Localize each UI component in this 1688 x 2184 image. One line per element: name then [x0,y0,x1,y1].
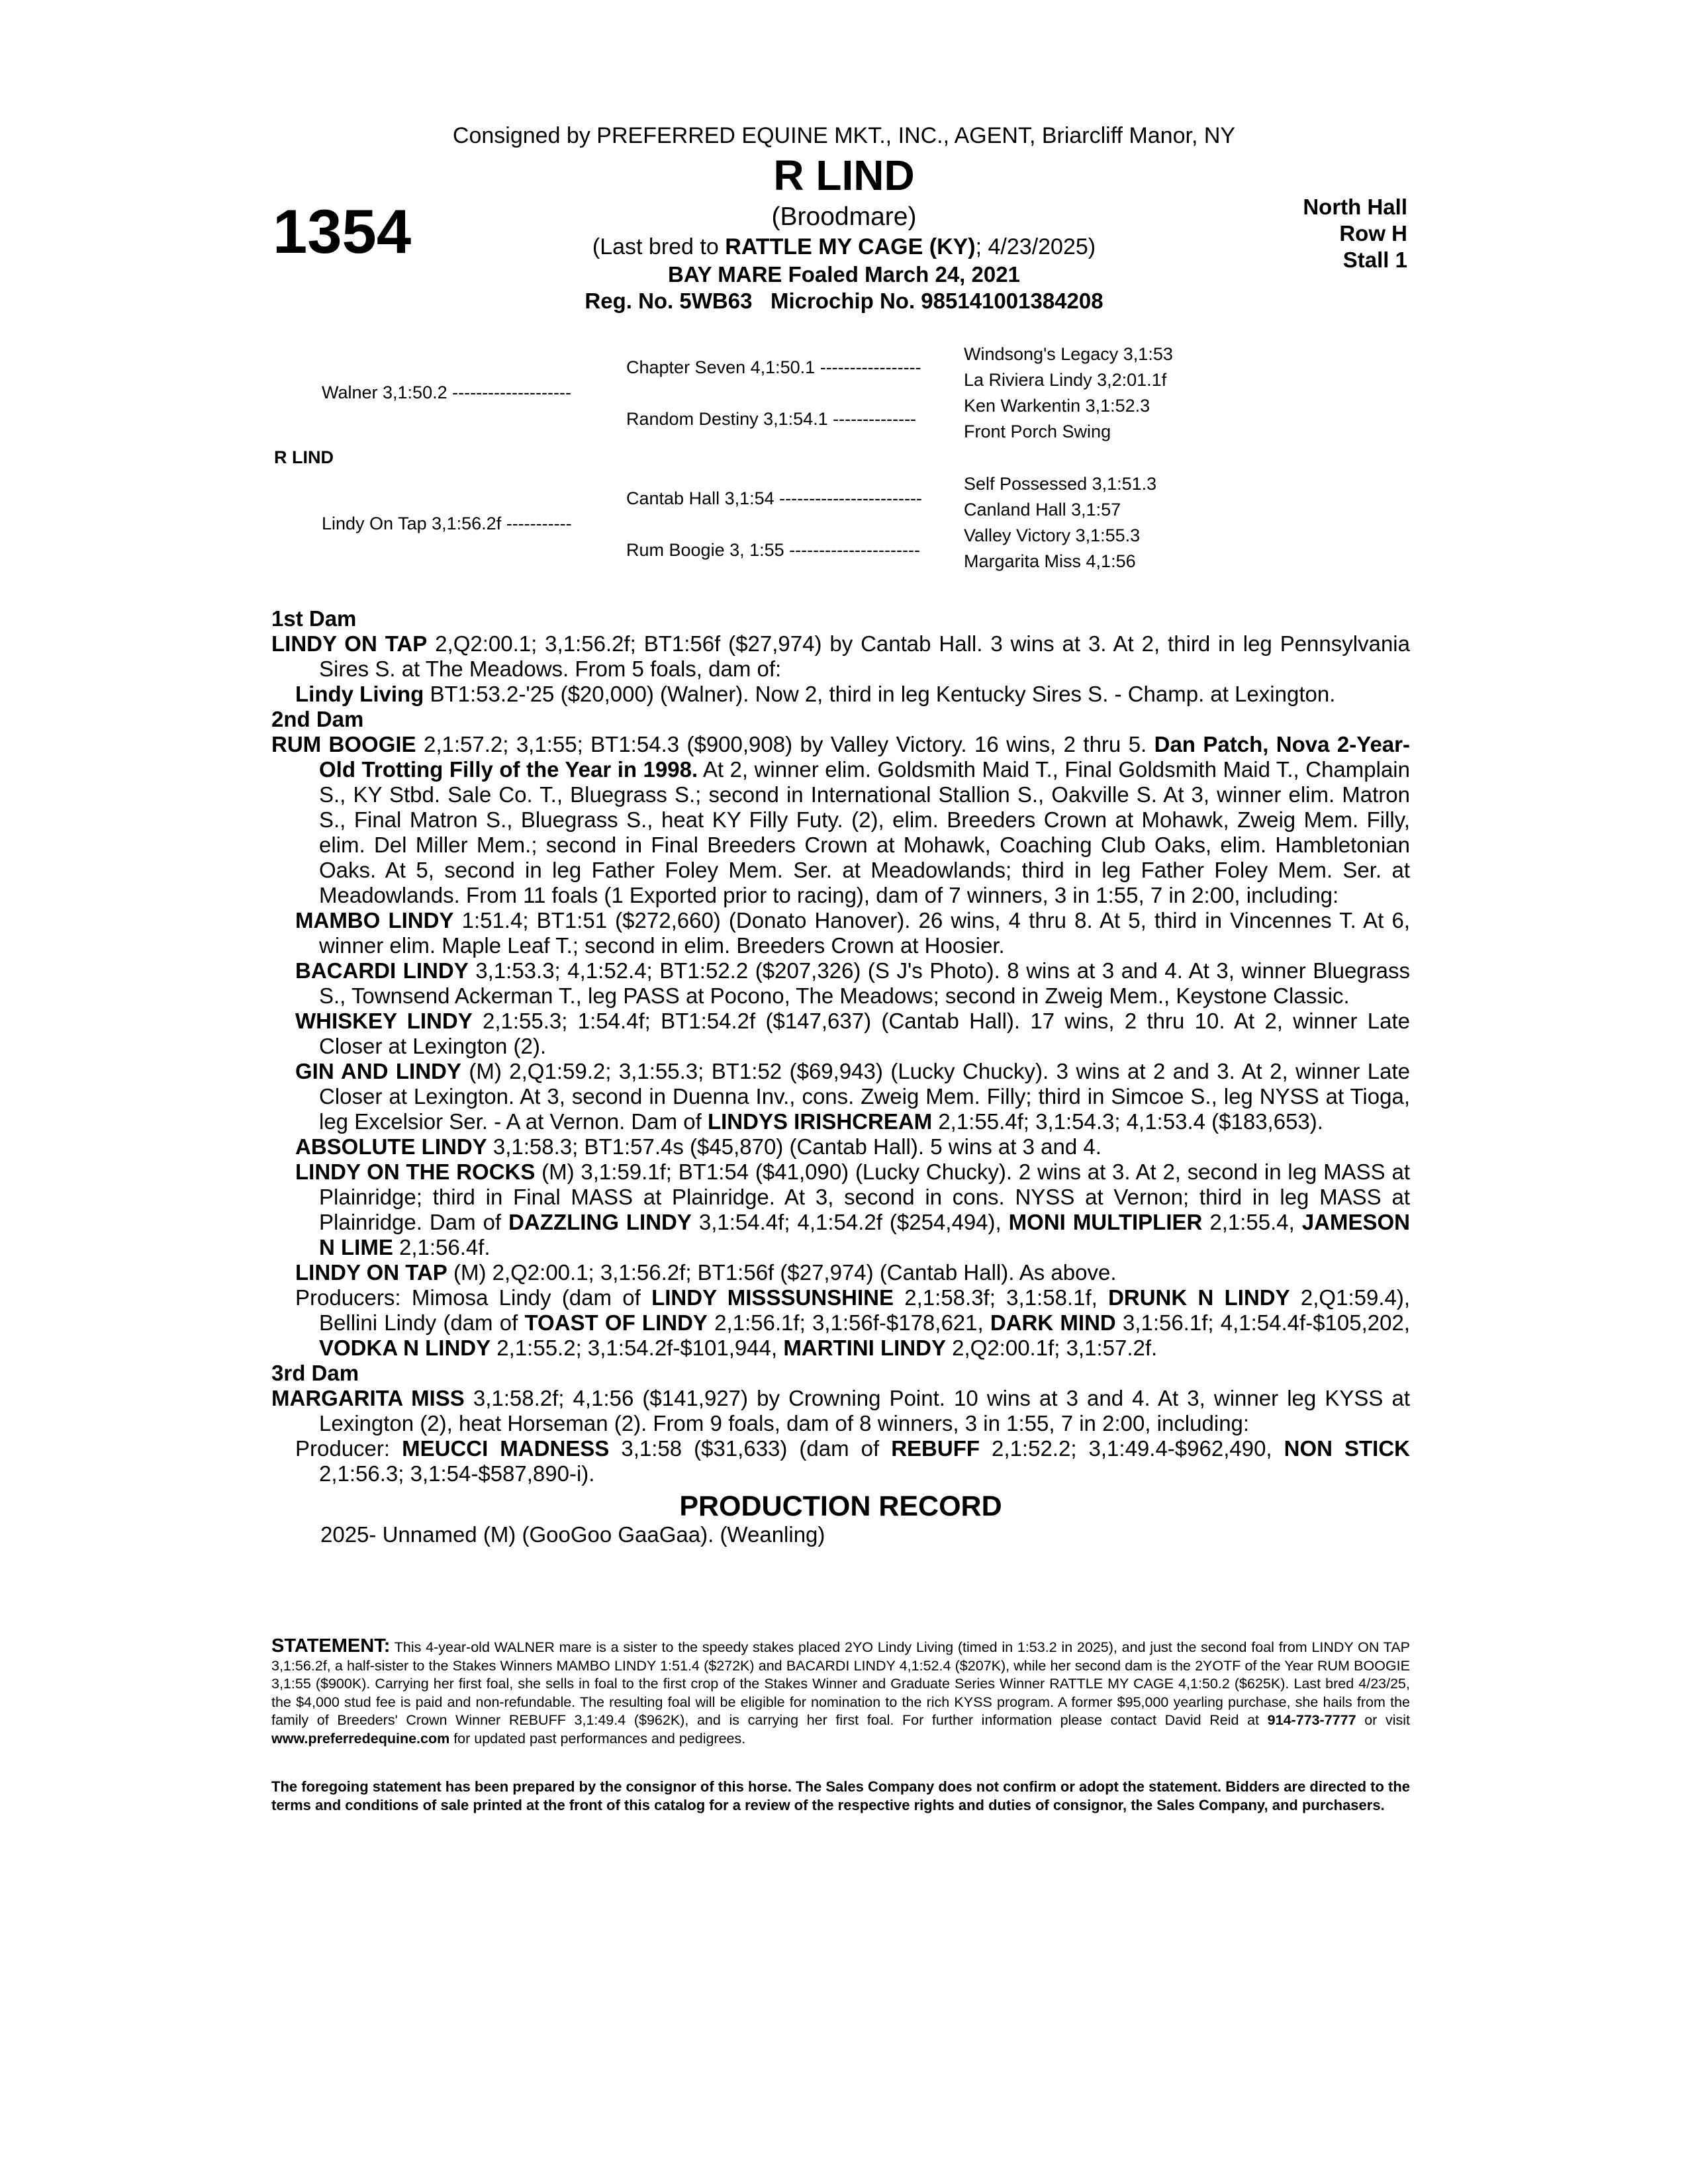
location-stall: Stall 1 [1342,248,1407,272]
first-dam-heading: 1st Dam [271,606,357,631]
horse-description: BAY MARE Foaled March 24, 2021 [668,262,1020,287]
reg-number: Reg. No. 5WB63 [585,289,753,313]
pedigree-ancestor: Margarita Miss 4,1:56 [964,551,1136,571]
last-bred-sire: RATTLE MY CAGE (KY) [725,234,976,259]
hip-number: 1354 [273,197,412,266]
production-record-heading: PRODUCTION RECORD [679,1490,1002,1522]
second-dam-entry: RUM BOOGIE 2,1:57.2; 3,1:55; BT1:54.3 ($900,908) by Valley Victory. 16 wins, 2 thru 5. Dan Patch, Nova 2-Year-Old Trotting Filly of the Year in 1998. At 2, winner elim. Goldsmith Maid T., Final Goldsmith Maid T., Champlain S., KY Stbd. Sale Co. T., Bluegrass S.; second in International Stallion S., Oakville S. At 3, winner elim. Matron S., Final Matron S., Bluegrass S., heat KY Filly Futy. (2), elim. Breeders Crown at Mohawk, Zweig Mem. Filly, elim. Del Miller Mem.; second in Final Breeders Crown at Mohawk, Coaching Club Oaks, elim. Hambletonian Oaks. At 5, second in leg Father Foley Mem. Ser. at Meadowlands; third in leg Father Foley Mem. Ser. at Meadowlands. From 11 foals (1 Exported prior to racing), dam of 7 winners, 3 in 1:55, 7 in 2:00, including: [271,732,1410,907]
horse-name: R LIND [773,152,915,199]
produce-entry: LINDY ON THE ROCKS (M) 3,1:59.1f; BT1:54 ($41,090) (Lucky Chucky). 2 wins at 3. At 2, second in leg MASS at Plainridge; third in Final MASS at Plainridge. At 3, second in cons. NYSS at Vernon; third in leg MASS at Plainridge. Dam of DAZZLING LINDY 3,1:54.4f; 4,1:54.2f ($254,494), MONI MULTIPLIER 2,1:55.4, JAMESON N LIME 2,1:56.4f. [295,1160,1410,1259]
produce-entry: LINDY ON TAP (M) 2,Q2:00.1; 3,1:56.2f; BT1:56f ($27,974) (Cantab Hall). As above. [295,1260,1117,1285]
pedigree-sire-sire: Chapter Seven 4,1:50.1 ----------------- [626,357,921,377]
third-dam-heading: 3rd Dam [271,1361,359,1385]
consignor-statement: STATEMENT: This 4-year-old WALNER mare is a sister to the speedy stakes placed 2YO Lindy Living (timed in 1:53.2 in 2025), and just the second foal from LINDY ON TAP 3,1:56.2f, a half-sister to the Stakes Winners MAMBO LINDY 1:51.4 ($272K) and BACARDI LINDY 4,1:52.4 ($207K), while her second dam is the 2YOTF of the Year RUM BOOGIE 3,1:55 ($900K). Carrying her first foal, she sells in foal to the first crop of the Stakes Winner and Graduate Series Winner RATTLE MY CAGE 4,1:50.2 ($625K). Last bred 4/23/25, the $4,000 stud fee is paid and non-refundable. The resulting foal will be eligible for nomination to the rich KYSS program. A former $95,000 yearling purchase, she hails from the family of Breeders' Crown Winner REBUFF 3,1:49.4 ($962K), and is carrying her first foal. For further information please contact David Reid at 914-773-7777 or visit www.preferredequine.com for updated past performances and pedigrees. [271,1635,1410,1747]
location-row: Row H [1339,221,1407,246]
pedigree-ancestor: Ken Warkentin 3,1:52.3 [964,396,1150,416]
pedigree-ancestor: Windsong's Legacy 3,1:53 [964,344,1173,364]
third-dam-entry: MARGARITA MISS 3,1:58.2f; 4,1:56 ($141,927) by Crowning Point. 10 wins at 3 and 4. At 3, winner leg KYSS at Lexington (2), heat Horseman (2). From 9 foals, dam of 8 winners, 3 in 1:55, 7 in 2:00, including: [271,1386,1410,1435]
production-record-entry: 2025- Unnamed (M) (GooGoo GaaGaa). (Weanling) [320,1522,825,1547]
website-link[interactable]: www.preferredequine.com [271,1730,450,1747]
pedigree-dam: Lindy On Tap 3,1:56.2f ----------- [322,514,572,533]
registration-line [0,289,1688,314]
consignor-line: Consigned by PREFERRED EQUINE MKT., INC., AGENT, Briarcliff Manor, NY [452,123,1236,148]
second-dam-heading: 2nd Dam [271,707,364,731]
pedigree-ancestor: Valley Victory 3,1:55.3 [964,525,1141,545]
producers-entry: Producers: Mimosa Lindy (dam of LINDY MISSSUNSHINE 2,1:58.3f; 3,1:58.1f, DRUNK N LINDY 2,Q1:59.4), Bellini Lindy (dam of TOAST OF LINDY 2,1:56.1f; 3,1:56f-$178,621, DARK MIND 3,1:56.1f; 4,1:54.4f-$105,202, VODKA N LINDY 2,1:55.2; 3,1:54.2f-$101,944, MARTINI LINDY 2,Q2:00.1f; 3,1:57.2f. [295,1285,1411,1360]
produce-entry: WHISKEY LINDY 2,1:55.3; 1:54.4f; BT1:54.2f ($147,637) (Cantab Hall). 17 wins, 2 thru 10. At 2, winner Late Closer at Lexington (2). [295,1009,1410,1058]
pedigree-ancestor: Self Possessed 3,1:51.3 [964,474,1157,494]
pedigree-dam-sire: Cantab Hall 3,1:54 ------------------------ [626,488,922,508]
last-bred-line: (Last bred to RATTLE MY CAGE (KY); 4/23/2025) [592,234,1096,259]
pedigree-ancestor: La Riviera Lindy 3,2:01.1f [964,370,1167,390]
produce-entry: Lindy Living BT1:53.2-'25 ($20,000) (Walner). Now 2, third in leg Kentucky Sires S. - Champ. at Lexington. [295,682,1336,706]
pedigree-sire-dam: Random Destiny 3,1:54.1 -------------- [626,409,917,429]
pedigree-sire: Walner 3,1:50.2 -------------------- [322,383,571,402]
contact-phone: 914-773-7777 [1267,1712,1356,1728]
pedigree-subject: R LIND [274,447,334,467]
statement-label: STATEMENT: [271,1635,391,1657]
produce-entry: BACARDI LINDY 3,1:53.3; 4,1:52.4; BT1:52.2 ($207,326) (S J's Photo). 8 wins at 3 and 4. At 3, winner Bluegrass S., Townsend Ackerman T., leg PASS at Pocono, The Meadows; second in Zweig Mem., Keystone Classic. [295,958,1410,1008]
disclaimer: The foregoing statement has been prepared by the consignor of this horse. The Sales Company does not confirm or adopt the statement. Bidders are directed to the terms and conditions of sale printed at the front of this catalog for a review of the respective rights and duties of consignor, the Sales Company, and purchasers. [271,1778,1410,1813]
pedigree-ancestor: Front Porch Swing [964,422,1111,441]
produce-entry: ABSOLUTE LINDY 3,1:58.3; BT1:57.4s ($45,870) (Cantab Hall). 5 wins at 3 and 4. [295,1134,1102,1159]
location-hall: North Hall [1303,195,1407,219]
producer-entry: Producer: MEUCCI MADNESS 3,1:58 ($31,633) (dam of REBUFF 2,1:52.2; 3,1:49.4-$962,490, NON STICK 2,1:56.3; 3,1:54-$587,890-i). [295,1436,1411,1486]
pedigree-dam-dam: Rum Boogie 3, 1:55 ---------------------- [626,540,920,560]
produce-entry: GIN AND LINDY (M) 2,Q1:59.2; 3,1:55.3; BT1:52 ($69,943) (Lucky Chucky). 3 wins at 2 and 3. At 2, winner Late Closer at Lexington. At 3, second in Duenna Inv., cons. Zweig Mem. Filly; third in Simcoe S., leg NYSS at Tioga, leg Excelsior Ser. - A at Vernon. Dam of LINDYS IRISHCREAM 2,1:55.4f; 3,1:54.3; 4,1:53.4 ($183,653). [295,1059,1410,1134]
pedigree-ancestor: Canland Hall 3,1:57 [964,500,1121,520]
female-family [271,606,1410,1547]
microchip-number: Microchip No. 985141001384208 [770,289,1103,313]
horse-type: (Broodmare) [771,203,917,231]
produce-entry: MAMBO LINDY 1:51.4; BT1:51 ($272,660) (Donato Hanover). 26 wins, 4 thru 8. At 5, third in Vincennes T. At 6, winner elim. Maple Leaf T.; second in elim. Breeders Crown at Hoosier. [295,908,1410,958]
first-dam-entry: LINDY ON TAP 2,Q2:00.1; 3,1:56.2f; BT1:56f ($27,974) by Cantab Hall. 3 wins at 3. At 2, third in leg Pennsylvania Sires S. at The Meadows. From 5 foals, dam of: [271,631,1410,681]
